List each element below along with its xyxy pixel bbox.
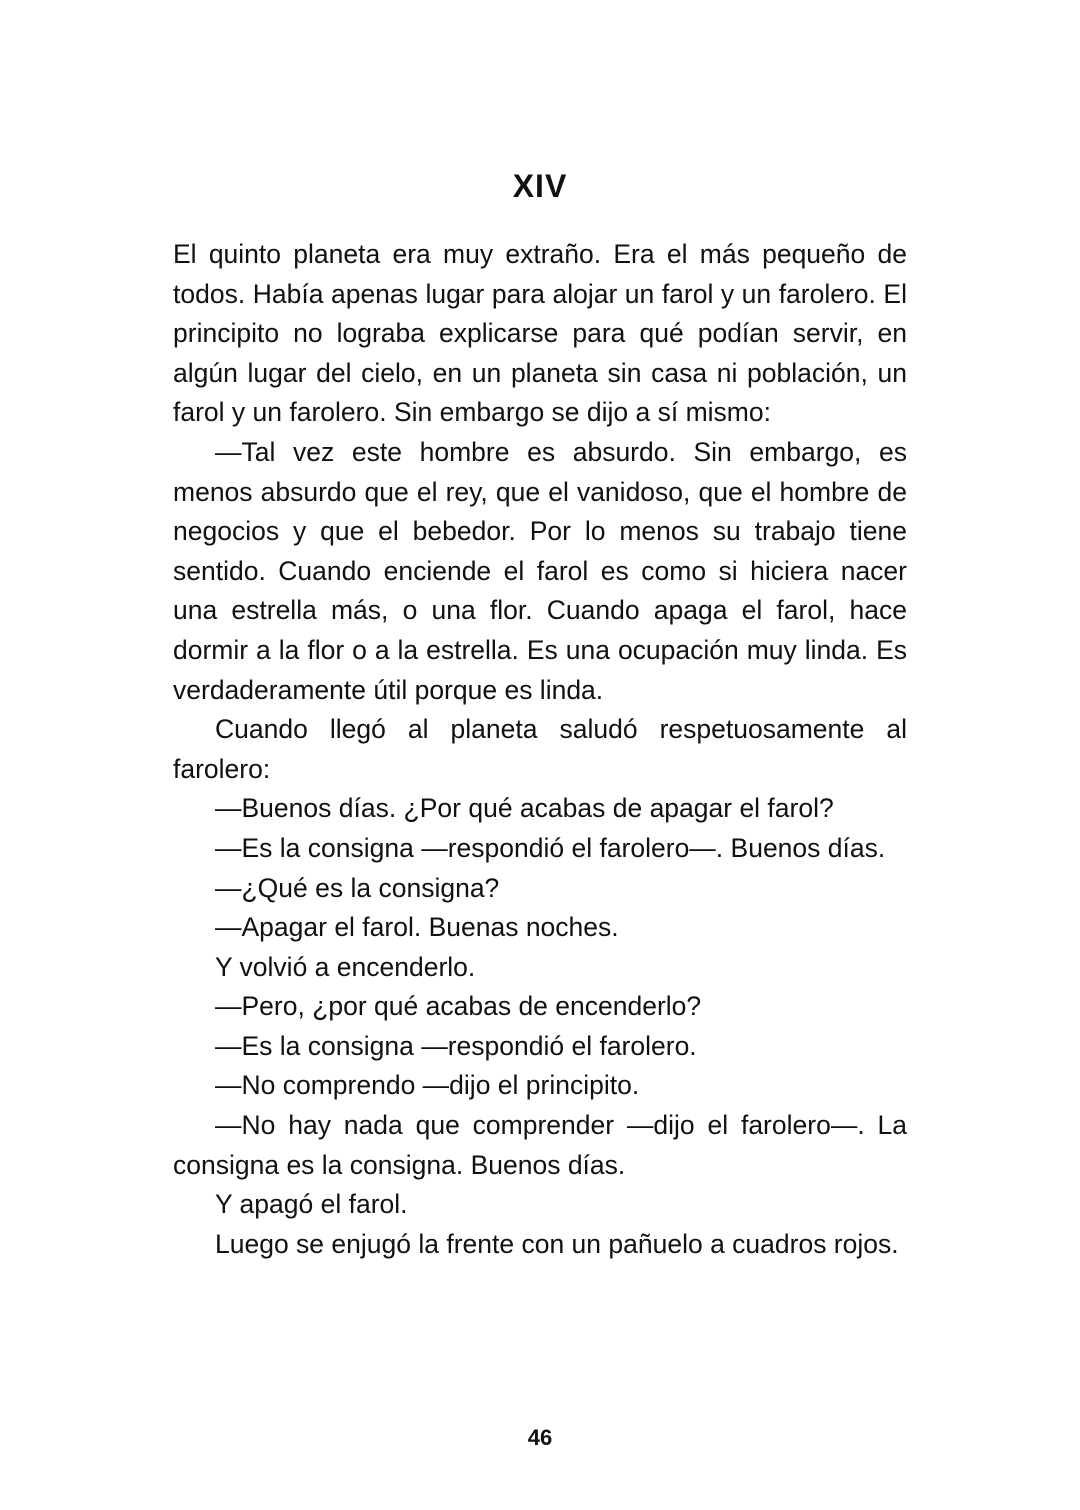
chapter-body bbox=[173, 235, 907, 1264]
dialogue-line: —No hay nada que comprender —dijo el farolero—. La consigna es la consigna. Buenos días. bbox=[173, 1110, 907, 1180]
paragraph: Y volvió a encenderlo. bbox=[215, 951, 476, 982]
paragraph: Cuando llegó al planeta saludó respetuosamente al farolero: bbox=[173, 714, 907, 784]
dialogue-line: —Pero, ¿por qué acabas de encenderlo? bbox=[215, 991, 702, 1022]
dialogue-line: —Buenos días. ¿Por qué acabas de apagar el farol? bbox=[215, 793, 834, 824]
dialogue-line: —No comprendo —dijo el principito. bbox=[215, 1070, 640, 1101]
paragraph: —Tal vez este hombre es absurdo. Sin embargo, es menos absurdo que el rey, que el vanidoso, que el hombre de negocios y que el bebedor. Por lo menos su trabajo tiene sentido. Cuando enciende el farol es como si hiciera nacer una estrella más, o una flor. Cuando apaga el farol, hace dormir a la flor o a la estrella. Es una ocupación muy linda. Es verdaderamente útil porque es linda. bbox=[173, 436, 907, 705]
dialogue-line: —¿Qué es la consigna? bbox=[215, 872, 500, 903]
paragraph: Y apagó el farol. bbox=[215, 1189, 408, 1220]
dialogue-line: —Apagar el farol. Buenas noches. bbox=[215, 912, 619, 943]
paragraph: El quinto planeta era muy extraño. Era el más pequeño de todos. Había apenas lugar para alojar un farol y un farolero. El principito no lograba explicarse para qué podían servir, en algún lugar del cielo, en un planeta sin casa ni población, un farol y un farolero. Sin embargo se dijo a sí mismo: bbox=[173, 239, 907, 428]
chapter-title: XIV bbox=[512, 168, 568, 204]
dialogue-line: —Es la consigna —respondió el farolero—. Buenos días. bbox=[215, 832, 886, 863]
dialogue-line: —Es la consigna —respondió el farolero. bbox=[215, 1030, 697, 1061]
paragraph: Luego se enjugó la frente con un pañuelo a cuadros rojos. bbox=[215, 1228, 899, 1259]
page-number: 46 bbox=[527, 1425, 553, 1450]
